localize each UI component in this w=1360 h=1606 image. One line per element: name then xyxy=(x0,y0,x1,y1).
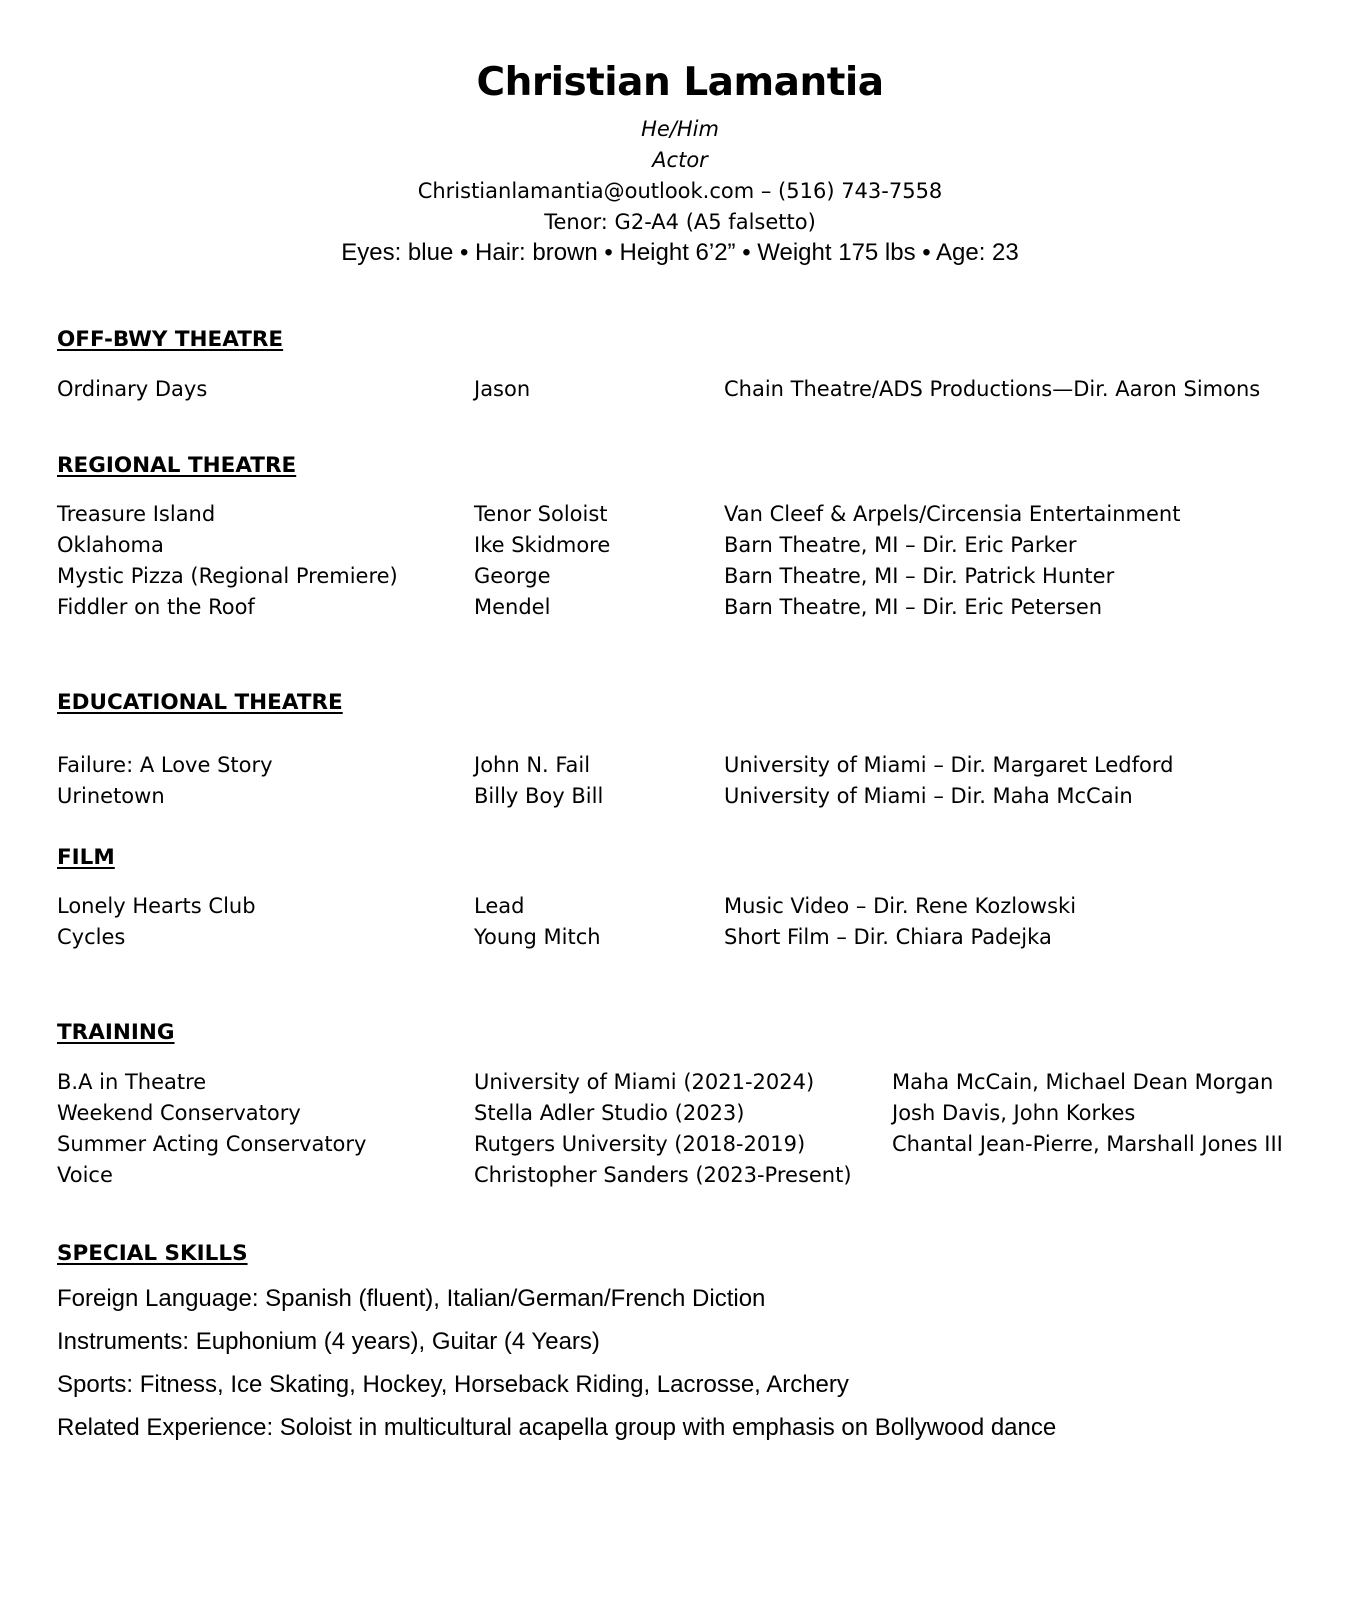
credit-row xyxy=(57,499,1337,530)
physical-stats: Eyes: blue • Hair: brown • Height 6’2” • Weight 175 lbs • Age: 23 xyxy=(341,239,1019,266)
company-name: Music Video – Dir. Rene Kozlowski xyxy=(724,894,1077,918)
show-name: Lonely Hearts Club xyxy=(57,894,256,918)
company-name: Chain Theatre/ADS Productions—Dir. Aaron Simons xyxy=(724,377,1261,401)
film-section xyxy=(57,844,1337,949)
regional-section xyxy=(57,452,1337,619)
credit-row xyxy=(57,374,1337,405)
role-name: Billy Boy Bill xyxy=(474,784,604,808)
show-name: Urinetown xyxy=(57,784,165,808)
company-name: University of Miami – Dir. Maha McCain xyxy=(724,784,1133,808)
resume-header xyxy=(0,52,1360,268)
teacher-names: Chantal Jean-Pierre, Marshall Jones III xyxy=(892,1132,1283,1156)
role-name: Young Mitch xyxy=(474,925,601,949)
role-name: Jason xyxy=(474,377,531,401)
show-name: Cycles xyxy=(57,925,126,949)
program-name: Weekend Conservatory xyxy=(57,1101,301,1125)
section-title: REGIONAL THEATRE xyxy=(57,453,297,478)
skill-item: Sports: Fitness, Ice Skating, Hockey, Horseback Riding, Lacrosse, Archery xyxy=(57,1371,849,1398)
show-name: Oklahoma xyxy=(57,533,164,557)
job-title: Actor xyxy=(652,148,708,172)
voice-range: Tenor: G2-A4 (A5 falsetto) xyxy=(544,210,816,234)
credit-row xyxy=(57,750,1337,781)
section-title: FILM xyxy=(57,845,115,870)
contact-info: Christianlamantia@outlook.com – (516) 743-7558 xyxy=(417,179,943,203)
training-row xyxy=(57,1067,1337,1098)
role-name: Ike Skidmore xyxy=(474,533,611,557)
credit-row xyxy=(57,592,1337,623)
show-name: Failure: A Love Story xyxy=(57,753,273,777)
school-name: Stella Adler Studio (2023) xyxy=(474,1101,745,1125)
skills-section xyxy=(57,1240,1337,1441)
program-name: Summer Acting Conservatory xyxy=(57,1132,367,1156)
actor-name: Christian Lamantia xyxy=(476,60,884,105)
school-name: Rutgers University (2018-2019) xyxy=(474,1132,806,1156)
show-name: Ordinary Days xyxy=(57,377,208,401)
credit-row xyxy=(57,561,1337,592)
credit-row xyxy=(57,530,1337,561)
school-name: University of Miami (2021-2024) xyxy=(474,1070,815,1094)
training-section xyxy=(57,1019,1337,1187)
show-name: Treasure Island xyxy=(57,502,216,526)
section-title: TRAINING xyxy=(57,1020,175,1045)
role-name: Mendel xyxy=(474,595,551,619)
program-name: Voice xyxy=(57,1163,113,1187)
section-title: EDUCATIONAL THEATRE xyxy=(57,690,343,715)
school-name: Christopher Sanders (2023-Present) xyxy=(474,1163,852,1187)
role-name: Lead xyxy=(474,894,525,918)
training-row xyxy=(57,1160,1337,1191)
training-row xyxy=(57,1098,1337,1129)
skill-item: Foreign Language: Spanish (fluent), Italian/German/French Diction xyxy=(57,1285,766,1312)
show-name: Mystic Pizza (Regional Premiere) xyxy=(57,564,398,588)
show-name: Fiddler on the Roof xyxy=(57,595,255,619)
training-row xyxy=(57,1129,1337,1160)
company-name: University of Miami – Dir. Margaret Ledford xyxy=(724,753,1174,777)
skill-item: Related Experience: Soloist in multicultural acapella group with emphasis on Bollywood dance xyxy=(57,1414,1057,1441)
credit-row xyxy=(57,781,1337,812)
company-name: Short Film – Dir. Chiara Padejka xyxy=(724,925,1052,949)
company-name: Barn Theatre, MI – Dir. Eric Parker xyxy=(724,533,1077,557)
role-name: Tenor Soloist xyxy=(474,502,608,526)
credit-row xyxy=(57,922,1337,953)
role-name: George xyxy=(474,564,551,588)
skill-item: Instruments: Euphonium (4 years), Guitar (4 Years) xyxy=(57,1328,600,1355)
company-name: Van Cleef & Arpels/Circensia Entertainment xyxy=(724,502,1181,526)
section-title: OFF-BWY THEATRE xyxy=(57,327,284,352)
section-title: SPECIAL SKILLS xyxy=(57,1241,248,1266)
credit-row xyxy=(57,891,1337,922)
company-name: Barn Theatre, MI – Dir. Eric Petersen xyxy=(724,595,1103,619)
off-bway-section xyxy=(57,326,1337,401)
teacher-names: Maha McCain, Michael Dean Morgan xyxy=(892,1070,1274,1094)
role-name: John N. Fail xyxy=(474,753,591,777)
educational-section xyxy=(57,689,1337,808)
pronouns: He/Him xyxy=(641,117,719,141)
company-name: Barn Theatre, MI – Dir. Patrick Hunter xyxy=(724,564,1115,588)
program-name: B.A in Theatre xyxy=(57,1070,207,1094)
teacher-names: Josh Davis, John Korkes xyxy=(892,1101,1136,1125)
